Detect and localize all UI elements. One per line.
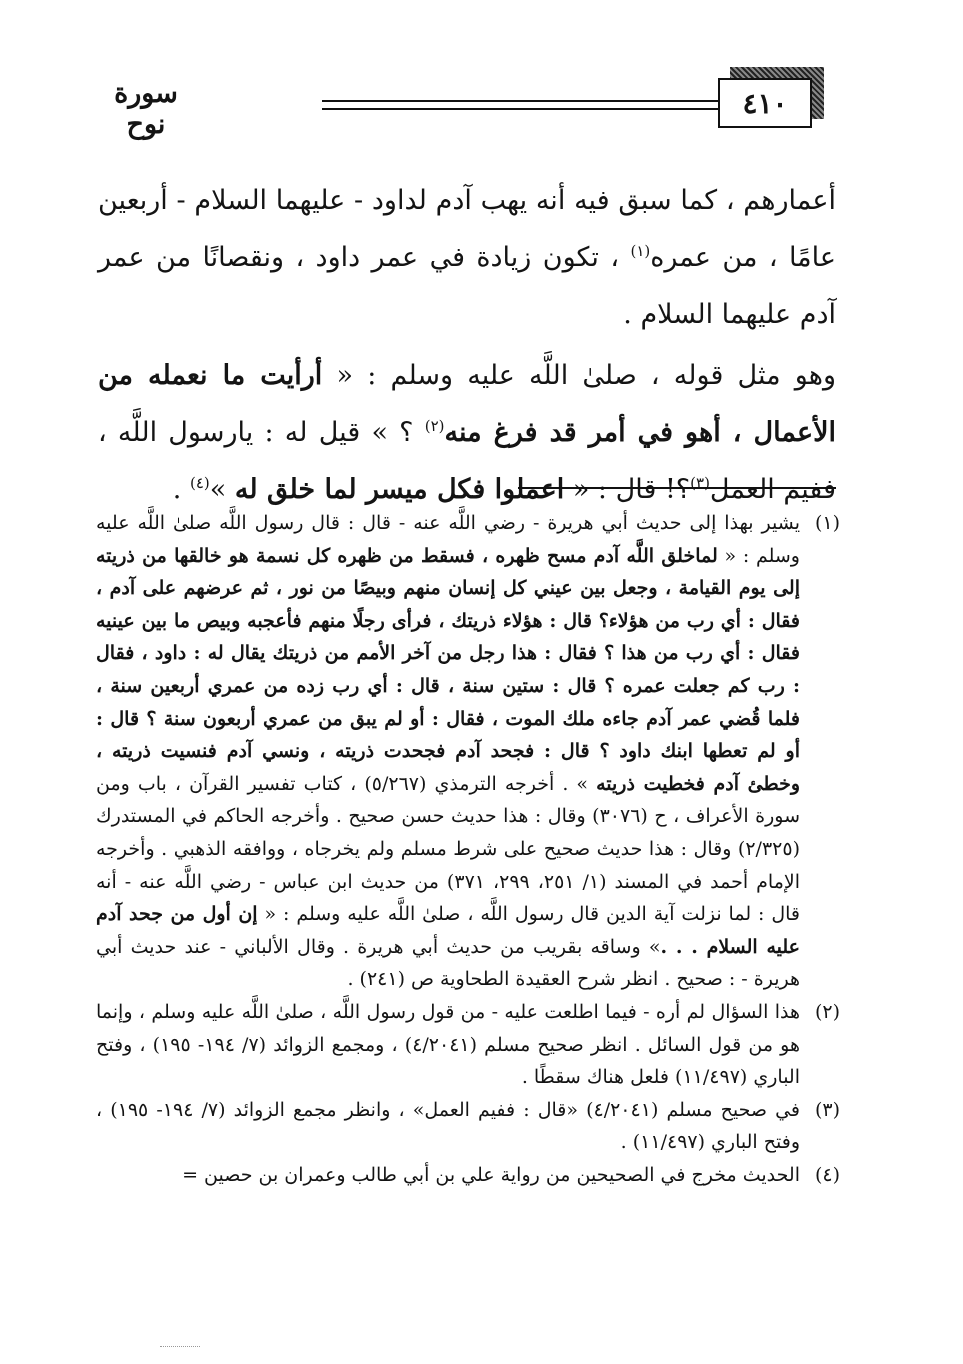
hadith-question: أرأيت ما نعمله من الأعمال ، أهو في أمر قد فرغ منه <box>98 360 836 448</box>
footnote-1-end: » وساقه بقريب من حديث أبي هريرة . وقال الألباني - عند حديث أبي هريرة - : صحيح . انظر شرح العقيدة الطحاوية ص (٢٤١) . <box>96 935 800 991</box>
footnote-3 <box>96 1094 840 1159</box>
footnote-2 <box>96 996 840 1094</box>
footnote-3-number: (٣) <box>814 1098 840 1121</box>
footnote-1-hadith: لماخلق اللَّه آدم مسح ظهره ، فسقط من ظهره كل نسمة هو خالقها من ذريته إلى يوم القيامة ، وجعل بين عيني كل إنسان منهم وبيصًا من نور ، ثم عرضهم على آدم ، فقال : أي رب من هؤلاء؟ قال : هؤلاء ذريتك ، فرأى رجلًا منهم فأعجبه وبيص ما بين عينيه فقال : أي رب من هذا ؟ فقال : هذا رجل من آخر الأمم من ذريتك يقال له : داود ، فقال : رب كم جعلت عمره ؟ قال : ستين سنة ، قال : أي رب زده من عمري أربعين سنة ، فلما قُضي عمر آدم جاءه ملك الموت ، فقال : أو لم يبق من عمري أربعون سنة ؟ قال : أو لم تعطها ابنك داود ؟ قال : فجحد آدم فجحدت ذريته ، ونسي آدم فنسيت ذريته ، وخطئ آدم فخطيت ذريته <box>96 544 800 795</box>
footnote-4-number: (٤) <box>814 1163 840 1186</box>
paragraph-2-intro: وهو مثل قوله ، صلىٰ اللَّه عليه وسلم : « <box>322 360 837 391</box>
paragraph-2-middle: ؟ » قيل له : يارسول اللَّه ، ففيم العمل <box>98 417 836 505</box>
page-number: ٤١٠ <box>742 86 788 120</box>
bottom-scan-mark <box>160 1346 200 1348</box>
footnote-ref-3: (٣) <box>690 474 710 492</box>
paragraph-2 <box>98 347 836 518</box>
footnotes <box>96 507 840 1191</box>
footnote-4-text: الحديث مخرج في الصحيحين من رواية علي بن أبي طالب وعمران بن حصين = <box>182 1163 800 1186</box>
footnote-ref-1: (١) <box>630 242 651 260</box>
paragraph-2-qala: ؟! قال : « <box>564 474 691 505</box>
quote-close: » <box>209 474 235 505</box>
footnote-1-hadith-2: إن أول من جحد آدم عليه السلام . . . <box>96 903 801 958</box>
page-number-box <box>718 78 812 128</box>
footnote-separator <box>518 487 836 489</box>
surah-title: سورة نوح <box>114 78 178 140</box>
hadith-answer: اعملوا فكل ميسر لما خلق له <box>234 474 565 505</box>
main-text <box>98 172 836 518</box>
header-rule <box>322 100 718 110</box>
footnote-ref-2: (٢) <box>424 417 445 435</box>
footnote-1 <box>96 507 840 996</box>
paragraph-1 <box>98 172 836 343</box>
footnote-1-sources: » . أخرجه الترمذي (٥/٢٦٧) ، كتاب تفسير القرآن ، باب ومن سورة الأعراف ، ح (٣٠٧٦) وقال : هذا حديث حسن صحيح . وأخرجه الحاكم في المستدرك (٢/٣٢٥) وقال : هذا حديث صحيح على شرط مسلم ولم يخرجاه ، ووافقه الذهبي . وأخرجه الإمام أحمد في المسند (١/ ٢٥١، ٢٩٩، ٣٧١) من حديث ابن عباس - رضي اللَّه عنه - أنه قال : لما نزلت آية الدين قال رسول اللَّه ، صلىٰ اللَّه عليه وسلم : « <box>96 772 801 926</box>
footnote-2-text: هذا السؤال لم أره - فيما اطلعت عليه - من قول رسول اللَّه ، صلىٰ اللَّه عليه وسلم ، وإنما هو من قول السائل . انظر صحيح مسلم (٤/٢٠٤١) ، ومجمع الزوائد (٧/ ١٩٤- ١٩٥) ، وفتح الباري (١١/٤٩٧) فلعل هناك سقطًا . <box>96 1000 800 1089</box>
footnote-3-text: في صحيح مسلم (٤/٢٠٤١) «قال : ففيم العمل» ، وانظر مجمع الزوائد (٧/ ١٩٤- ١٩٥) ، وفتح الباري (١١/٤٩٧) . <box>96 1098 800 1154</box>
footnote-ref-4: (٤) <box>189 474 210 492</box>
footnote-2-number: (٢) <box>814 1000 840 1023</box>
paragraph-2-end: . <box>172 474 190 505</box>
footnote-1-intro: يشير بهذا إلى حديث أبي هريرة - رضي اللَّه عنه - قال : قال رسول اللَّه صلىٰ اللَّه عليه وسلم : « <box>96 512 800 567</box>
footnote-1-number: (١) <box>814 512 840 534</box>
footnote-4 <box>96 1159 840 1192</box>
paragraph-1-end: ، تكون زيادة في عمر داود ، ونقصانًا من عمر آدم عليهما السلام . <box>98 242 836 330</box>
paragraph-1-text: أعمارهم ، كما سبق فيه أنه يهب آدم لداود - عليهما السلام - أربعين عامًا ، من عمره <box>98 185 836 273</box>
